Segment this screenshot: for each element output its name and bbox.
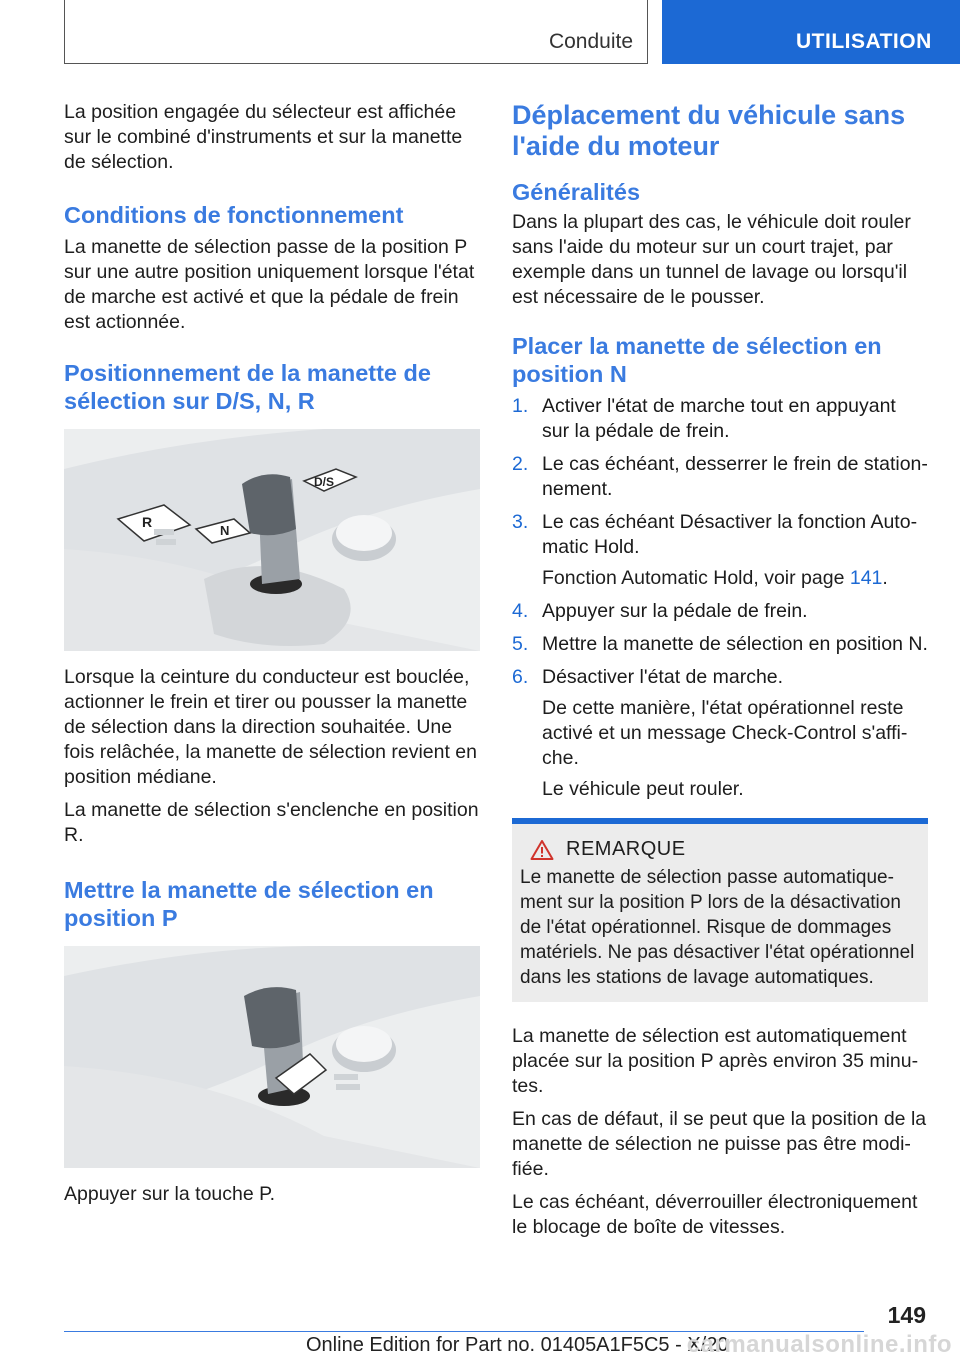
general-paragraph: Dans la plupart des cas, le véhicule doit rouler sans l'aide du moteur sur un court trajet, par exemple dans un tunnel de lavage ou lorsqu'il est nécessaire de le pousser. (512, 211, 911, 308)
arrow-label-n: N (220, 523, 230, 538)
step-number: 3. (512, 511, 529, 533)
notice-title: REMARQUE (566, 838, 686, 860)
step-item (512, 452, 928, 502)
step-subtext-label: Fonction Automatic Hold, voir page (542, 567, 850, 589)
page-reference-link[interactable]: 141 (849, 567, 883, 589)
header-section-label: Conduite (548, 30, 633, 53)
step-item (512, 665, 928, 802)
footer-edition: Online Edition for Part no. 01405A1F5C5 - X/20 (306, 1334, 729, 1356)
step-text: Le cas échéant Désactiver la fonction Automatic Hold. (542, 511, 918, 558)
step-number: 2. (512, 453, 529, 475)
step-subtext (542, 566, 928, 591)
steps-list (512, 394, 928, 802)
step-text: Désactiver l'état de marche. (542, 666, 784, 688)
watermark: carmanualsonline.info (686, 1331, 952, 1358)
header-chapter-tab (662, 0, 960, 64)
intro-paragraph: La position engagée du sélecteur est affichée sur le combiné d'instruments et sur la manette de sélection. (64, 101, 463, 173)
neutral-heading: Placer la manette de sélection en position N (512, 333, 882, 387)
step-number: 4. (512, 600, 529, 622)
notice-text: Le manette de sélection passe automatiquement sur la position P lors de la désactivation de l'état opérationnel. Risque de dommages matériels. Ne pas désactiver l'état opérationnel dans les stations de lavage automatiques. (520, 867, 915, 988)
gear-selector-illustration (64, 429, 480, 651)
step-item (512, 394, 928, 444)
step-text: Activer l'état de marche tout en appuyant sur la pédale de frein. (542, 395, 896, 442)
step-number: 1. (512, 395, 529, 417)
notice-header (530, 838, 920, 861)
step-text: Mettre la manette de sélection en position N. (542, 633, 928, 655)
step-subtext: De cette manière, l'état opérationnel reste activé et un message Check-Control s'affiche. (542, 697, 908, 769)
warning-icon (530, 839, 554, 861)
park-button-illustration (64, 946, 480, 1168)
header-section-box (64, 0, 648, 64)
general-heading: Généralités (512, 179, 641, 205)
after-paragraph-1: La manette de sélection est automatiquement placée sur la position P après environ 35 minutes. (512, 1025, 919, 1097)
after-paragraph-2: En cas de défaut, il se peut que la position de la manette de sélection ne puisse pas être modifiée. (512, 1108, 927, 1180)
step-item (512, 632, 928, 657)
conditions-heading: Conditions de fonctionnement (64, 202, 404, 228)
park-paragraph: Appuyer sur la touche P. (64, 1183, 276, 1205)
positioning-heading: Positionnement de la manette de sélection sur D/S, N, R (64, 360, 431, 414)
main-heading: Déplacement du véhicule sans l'aide du moteur (512, 100, 906, 161)
step-text: Appuyer sur la pédale de frein. (542, 600, 808, 622)
step-number: 6. (512, 666, 529, 688)
notice-box (512, 818, 928, 1002)
after-paragraph-3: Le cas échéant, déverrouiller électroniquement le blocage de boîte de vitesses. (512, 1191, 918, 1238)
page-number: 149 (887, 1302, 926, 1328)
step-item (512, 599, 928, 624)
right-column (512, 100, 928, 1248)
left-column (64, 100, 480, 1215)
arrow-label-r: R (142, 514, 153, 530)
park-heading: Mettre la manette de sélection en position P (64, 877, 434, 931)
step-subtext-end: . (882, 567, 888, 589)
step-item (512, 510, 928, 591)
conditions-paragraph: La manette de sélection passe de la position P sur une autre position uniquement lorsque l'état de marche est activé et que la pédale de frein est actionnée. (64, 236, 475, 333)
step-subtext: Le véhicule peut rouler. (542, 778, 744, 800)
header-chapter-label: UTILISATION (796, 30, 932, 53)
step-number: 5. (512, 633, 529, 655)
arrow-label-ds: D/S (314, 475, 335, 489)
positioning-paragraph-1: Lorsque la ceinture du conducteur est bouclée, actionner le frein et tirer ou pousser la manette de sélection dans la direction souhaitée. Une fois relâchée, la manette de sélection revient en position médiane. (64, 666, 477, 788)
step-text: Le cas échéant, desserrer le frein de stationnement. (542, 453, 928, 500)
positioning-paragraph-2: La manette de sélection s'enclenche en position R. (64, 799, 479, 846)
